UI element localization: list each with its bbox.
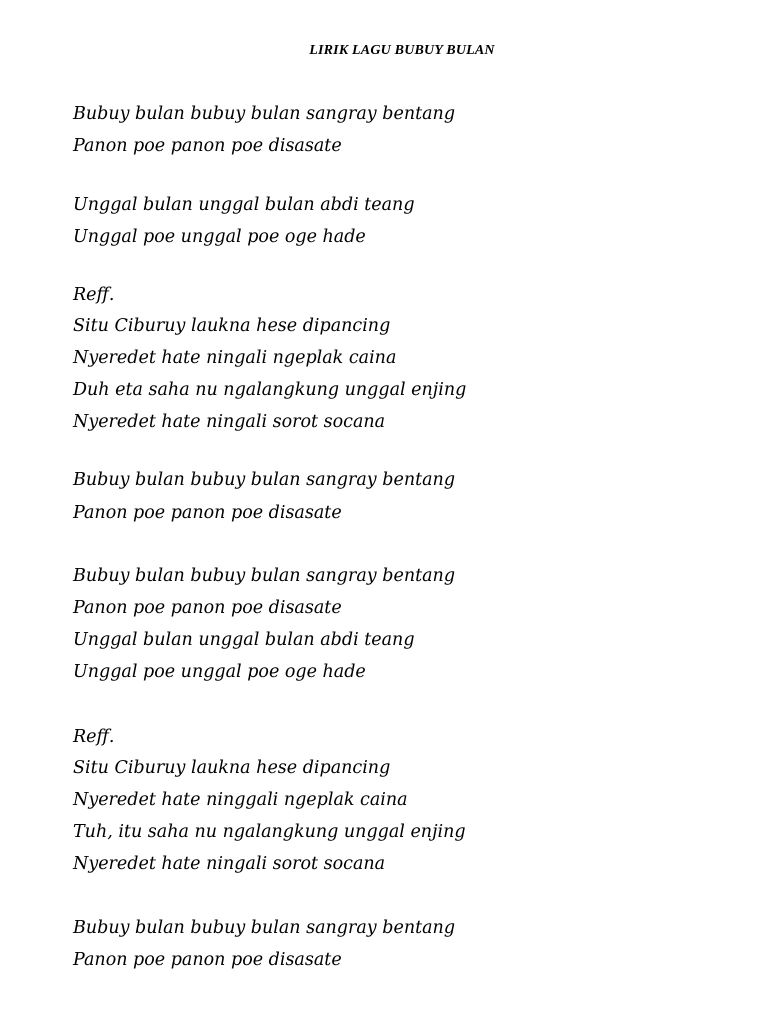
document-title: LIRIK LAGU BUBUY BULAN bbox=[309, 43, 495, 58]
lyric-line: Nyeredet hate ninggali ngeplak caina bbox=[73, 790, 408, 810]
lyric-line: Panon poe panon poe disasate bbox=[73, 136, 342, 156]
lyric-line: Situ Ciburuy laukna hese dipancing bbox=[73, 758, 391, 778]
lyric-line: Panon poe panon poe disasate bbox=[73, 503, 342, 523]
lyric-line: Unggal bulan unggal bulan abdi teang bbox=[73, 195, 415, 215]
lyric-line: Nyeredet hate ningali sorot socana bbox=[73, 854, 386, 874]
lyric-line: Bubuy bulan bubuy bulan sangray bentang bbox=[73, 566, 456, 586]
chorus-label: Reff. bbox=[73, 285, 115, 305]
lyric-line: Panon poe panon poe disasate bbox=[73, 598, 342, 618]
lyric-line: Bubuy bulan bubuy bulan sangray bentang bbox=[73, 104, 456, 124]
lyric-line: Panon poe panon poe disasate bbox=[73, 950, 342, 970]
chorus-label: Reff. bbox=[73, 727, 115, 747]
lyric-line: Unggal poe unggal poe oge hade bbox=[73, 662, 366, 682]
lyric-line: Bubuy bulan bubuy bulan sangray bentang bbox=[73, 918, 456, 938]
lyric-line: Nyeredet hate ningali sorot socana bbox=[73, 412, 386, 432]
lyric-line: Tuh, itu saha nu ngalangkung unggal enjing bbox=[73, 822, 466, 842]
lyric-line: Duh eta saha nu ngalangkung unggal enjing bbox=[73, 380, 467, 400]
lyric-line: Situ Ciburuy laukna hese dipancing bbox=[73, 316, 391, 336]
lyric-line: Bubuy bulan bubuy bulan sangray bentang bbox=[73, 470, 456, 490]
lyric-line: Unggal poe unggal poe oge hade bbox=[73, 227, 366, 247]
lyric-line: Nyeredet hate ningali ngeplak caina bbox=[73, 348, 397, 368]
lyric-line: Unggal bulan unggal bulan abdi teang bbox=[73, 630, 415, 650]
